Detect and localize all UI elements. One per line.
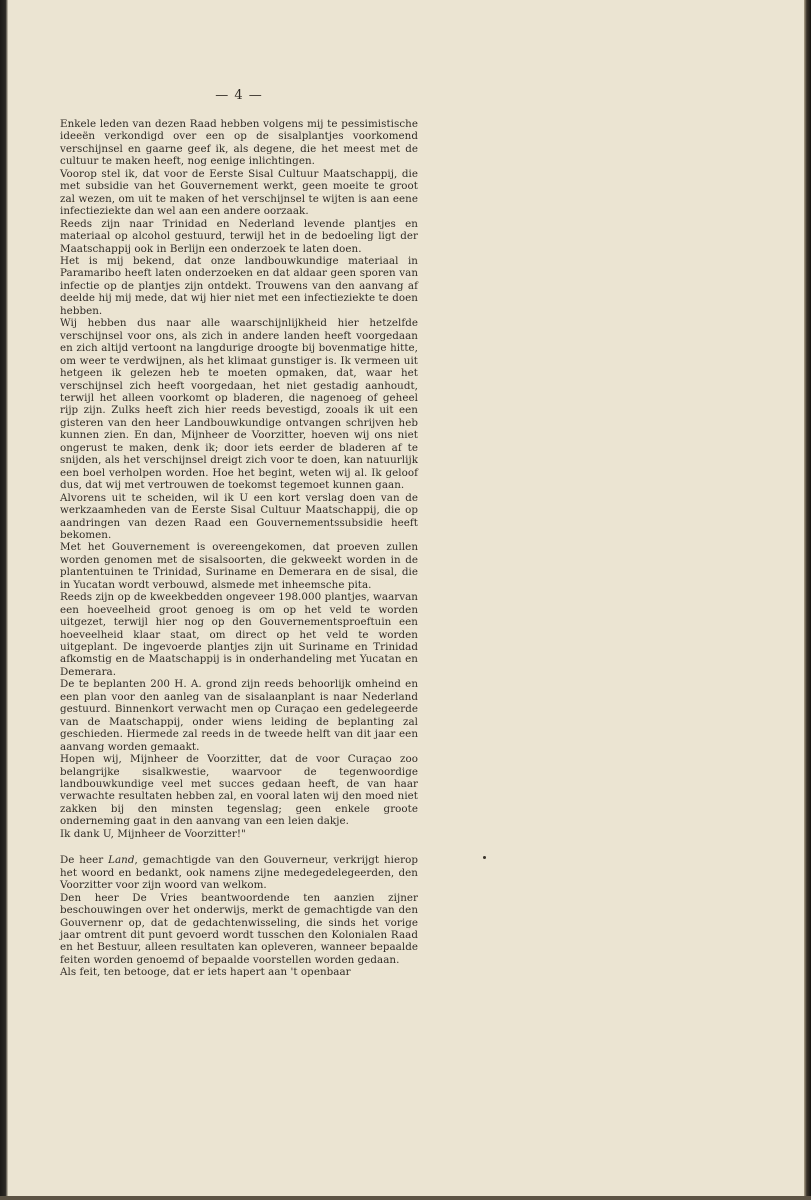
paragraph: Hopen wij, Mijnheer de Voorzitter, dat de voor Curaçao zoo belangrijke sisalkwestie, waarvoor de tegenwoordige landbouwkundige veel met succes gedaan heeft, de van haar verwachte resultaten hebben zal, en vooral laten wij den moed niet zakken bij den minsten tegenslag; geen enkele groote onderneming gaat in den aanvang van een leien dakje. — [60, 753, 418, 828]
scan-left-edge — [0, 0, 8, 1200]
paragraph: Alvorens uit te scheiden, wil ik U een kort verslag doen van de werkzaamheden van de Eerste Sisal Cultuur Maatschappij, die op aandringen van dezen Raad een Gouvernementssubsidie heeft bekomen. — [60, 491, 418, 541]
ink-speck — [483, 856, 486, 859]
text-run: , gemachtigde van den Gouverneur, verkrijgt hierop het woord en bedankt, ook namens zijne medegedelegeerden, den Voorzitter voor zijn woord van welkom. — [60, 854, 418, 892]
speaker-name: Land — [108, 854, 135, 867]
scan-right-edge — [804, 0, 811, 1200]
page-number: — 4 — — [215, 88, 263, 103]
paragraph: Met het Gouvernement is overeengekomen, dat proeven zullen worden genomen met de sisalsoorten, die gekweekt worden in de plantentuinen te Trinidad, Suriname en Demerara en de sisal, die in Yucatan wordt verbouwd, alsmede met inheemsche pita. — [60, 541, 418, 591]
paragraph: Reeds zijn naar Trinidad en Nederland levende plantjes en materiaal op alcohol gestuurd, terwijl het in de bedoeling ligt der Maatschappij ook in Berlijn een onderzoek te laten doen. — [60, 217, 418, 255]
paragraph: Den heer De Vries beantwoordende ten aanzien zijner beschouwingen over het onderwijs, merkt de gemachtigde van den Gouvernenr op, dat de gedachtenwisseling, die sinds het vorige jaar omtrent dit punt gevoerd wordt tusschen den Kolonialen Raad en het Bestuur, alleen resultaten kan opleveren, wanneer bepaalde feiten worden genoemd of bepaalde voorstellen worden gedaan. — [60, 891, 418, 966]
paragraph: Wij hebben dus naar alle waarschijnlijkheid hier hetzelfde verschijnsel voor ons, als zich in andere landen heeft voorgedaan en zich altijd vertoont na langdurige droogte bij bovenmatige hitte, om weer te verdwijnen, als het klimaat gunstiger is. Ik vermeen uit hetgeen ik gelezen heb te moeten opmaken, dat, waar het verschijnsel zich heeft voorgedaan, het niet gestadig aanhoudt, terwijl het alleen voorkomt op bladeren, die nagenoeg of geheel rijp zijn. Zulks heeft zich hier reeds bevestigd, zooals ik uit een gisteren van den heer Landbouwkundige ontvangen schrijven heb kunnen zien. En dan, Mijnheer de Voorzitter, hoeven wij ons niet ongerust te maken, denk ik; door iets eerder de bladeren af te snijden, als het verschijnsel dreigt zich voor te doen, kan natuurlijk een boel verholpen worden. Hoe het begint, weten wij al. Ik geloof dus, dat wij met vertrouwen de toekomst tegemoet kunnen gaan. — [60, 317, 418, 492]
paragraph: Het is mij bekend, dat onze landbouwkundige materiaal in Paramaribo heeft laten onderzoeken en dat aldaar geen sporen van infectie op de plantjes zijn ontdekt. Trouwens van den aanvang af deelde hij mij mede, dat wij hier niet met een infectieziekte te doen hebben. — [60, 254, 418, 317]
scan-bottom-edge — [0, 1196, 811, 1200]
paragraph — [60, 854, 418, 891]
document-page — [60, 88, 418, 979]
paragraph: Ik dank U, Mijnheer de Voorzitter!" — [60, 827, 246, 840]
paragraph: Enkele leden van dezen Raad hebben volgens mij te pessimistische ideeën verkondigd over een op de sisalplantjes voorkomend verschijnsel en gaarne geef ik, als degene, die het meest met de cultuur te maken heeft, nog eenige inlichtingen. — [60, 118, 418, 168]
text-run: De heer — [60, 854, 109, 867]
section-gap — [60, 840, 418, 854]
paragraph: Als feit, ten betooge, dat er iets hapert aan 't openbaar — [60, 966, 351, 979]
paragraph: De te beplanten 200 H. A. grond zijn reeds behoorlijk omheind en een plan voor den aanleg van de sisalaanplant is naar Nederland gestuurd. Binnenkort verwacht men op Curaçao een gedelegeerde van de Maatschappij, onder wiens leiding de beplanting zal geschieden. Hiermede zal reeds in de tweede helft van dit jaar een aanvang worden gemaakt. — [60, 678, 418, 753]
paragraph: Voorop stel ik, dat voor de Eerste Sisal Cultuur Maatschappij, die met subsidie van het Gouvernement werkt, geen moeite te groot zal wezen, om uit te maken of het verschijnsel te wijten is aan eene infectieziekte dan wel aan een andere oorzaak. — [60, 167, 418, 218]
paragraph: Reeds zijn op de kweekbedden ongeveer 198.000 plantjes, waarvan een hoeveelheid groot genoeg is om op het veld te worden uitgezet, terwijl hier nog op den Gouvernementsproeftuin een hoeveelheid klaar staat, om direct op het veld te worden uitgeplant. De ingevoerde plantjes zijn uit Suriname en Trinidad afkomstig en de Maatschappij is in onderhandeling met Yucatan en Demerara. — [60, 591, 418, 678]
